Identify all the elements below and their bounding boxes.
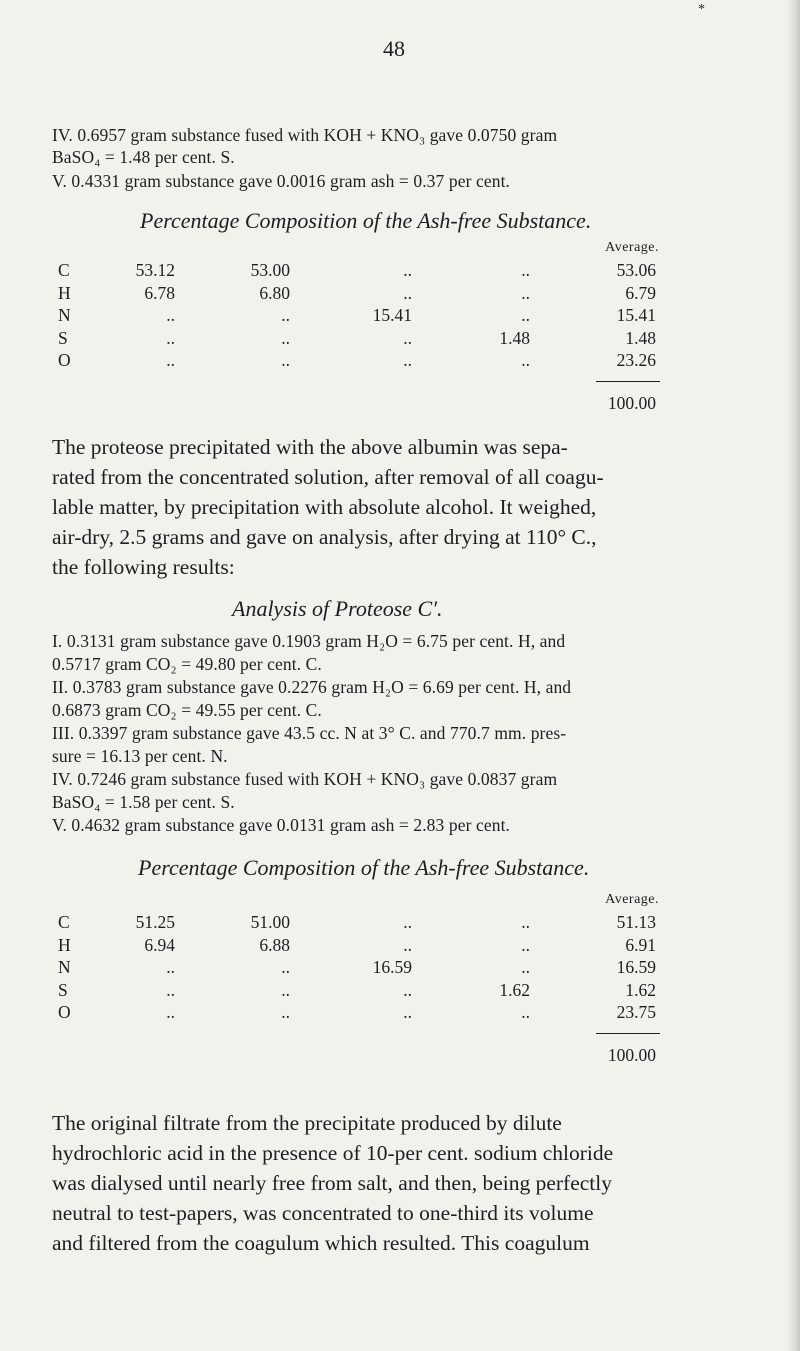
table-cell: .. xyxy=(166,957,175,977)
table-cell: .. xyxy=(521,957,530,977)
table-cell: .. xyxy=(166,305,175,325)
element-label: S xyxy=(58,327,68,348)
top-line: BaSO₄ = 1.48 per cent. S. xyxy=(52,147,235,167)
page-edge-shadow xyxy=(786,0,800,1351)
average-value: 6.91 xyxy=(625,934,656,955)
corner-mark: * xyxy=(698,2,705,17)
paragraph-line: The proteose precipitated with the above albumin was sepa- xyxy=(52,435,568,459)
paragraph-line: lable matter, by precipitation with absolute alcohol. It weighed, xyxy=(52,495,597,519)
table-cell: .. xyxy=(166,979,175,1000)
table-cell: .. xyxy=(521,350,530,370)
table-cell: .. xyxy=(521,260,530,280)
table-cell: 6.94 xyxy=(144,934,175,955)
table-cell: .. xyxy=(403,912,412,932)
element-label: O xyxy=(58,1002,71,1022)
average-value: 15.41 xyxy=(616,305,656,325)
table-cell: 53.12 xyxy=(135,260,175,280)
table-cell: .. xyxy=(166,350,175,370)
element-label: H xyxy=(58,934,71,955)
table-cell: .. xyxy=(281,1002,290,1022)
analysis-line: III. 0.3397 gram substance gave 43.5 cc. N at 3° C. and 770.7 mm. pres- xyxy=(52,723,567,743)
table-cell: 6.88 xyxy=(259,934,290,955)
paragraph-line: and filtered from the coagulum which resulted. This coagulum xyxy=(52,1231,590,1255)
analysis-line: BaSO₄ = 1.58 per cent. S. xyxy=(52,792,235,812)
table-cell: .. xyxy=(281,979,290,1000)
paragraph-line: the following results: xyxy=(52,555,235,579)
table-cell: .. xyxy=(521,305,530,325)
average-value: 51.13 xyxy=(616,912,656,932)
paragraph-line: The original filtrate from the precipitate produced by dilute xyxy=(52,1111,562,1135)
analysis-line: II. 0.3783 gram substance gave 0.2276 gram H₂O = 6.69 per cent. H, and xyxy=(52,677,572,697)
analysis-line: 0.5717 gram CO₂ = 49.80 per cent. C. xyxy=(52,654,322,674)
table-cell: .. xyxy=(281,327,290,348)
paragraph-line: air-dry, 2.5 grams and gave on analysis, after drying at 110° C., xyxy=(52,525,597,549)
table-cell: .. xyxy=(166,1002,175,1022)
element-label: N xyxy=(58,305,71,325)
element-label: N xyxy=(58,957,71,977)
analysis-line: 0.6873 gram CO₂ = 49.55 per cent. C. xyxy=(52,700,322,720)
paragraph-line: hydrochloric acid in the presence of 10-per cent. sodium chloride xyxy=(52,1141,614,1165)
table1-title: Percentage Composition of the Ash-free Substance. xyxy=(140,208,592,233)
analysis-heading: Analysis of Proteose C′. xyxy=(232,596,443,621)
table-cell: 51.25 xyxy=(135,912,175,932)
page-number: 48 xyxy=(383,36,405,61)
element-label: C xyxy=(58,260,70,280)
table-cell: .. xyxy=(403,979,412,1000)
total-rule xyxy=(596,1033,660,1034)
table-cell: 6.80 xyxy=(259,282,290,303)
element-label: C xyxy=(58,912,70,932)
top-line: IV. 0.6957 gram substance fused with KOH + KNO₃ gave 0.0750 gram xyxy=(52,125,558,145)
table-cell: .. xyxy=(403,934,412,955)
table-cell: .. xyxy=(521,912,530,932)
average-column-header: Average. xyxy=(605,892,659,907)
paragraph-line: neutral to test-papers, was concentrated to one-third its volume xyxy=(52,1201,594,1225)
table-cell: .. xyxy=(403,260,412,280)
average-value: 1.48 xyxy=(625,327,656,348)
table-cell: 16.59 xyxy=(372,957,412,977)
average-value: 23.75 xyxy=(616,1002,656,1022)
table-cell: 1.48 xyxy=(499,327,530,348)
average-value: 53.06 xyxy=(616,260,656,280)
total-value: 100.00 xyxy=(607,392,656,413)
table-cell: 15.41 xyxy=(372,305,412,325)
table-cell: .. xyxy=(521,282,530,303)
table-cell: .. xyxy=(281,957,290,977)
average-column-header: Average. xyxy=(605,240,659,255)
analysis-line: V. 0.4632 gram substance gave 0.0131 gram ash = 2.83 per cent. xyxy=(52,815,511,835)
table-cell: .. xyxy=(403,282,412,303)
table-cell: 6.78 xyxy=(144,282,175,303)
element-label: S xyxy=(58,979,68,1000)
paragraph-line: rated from the concentrated solution, after removal of all coagu- xyxy=(52,465,604,489)
table-cell: .. xyxy=(521,1002,530,1022)
paragraph-line: was dialysed until nearly free from salt, and then, being perfectly xyxy=(52,1171,612,1195)
table-cell: .. xyxy=(281,305,290,325)
analysis-line: I. 0.3131 gram substance gave 0.1903 gram H₂O = 6.75 per cent. H, and xyxy=(52,631,566,651)
table-cell: .. xyxy=(403,327,412,348)
average-value: 1.62 xyxy=(625,979,656,1000)
table-cell: .. xyxy=(403,350,412,370)
average-value: 16.59 xyxy=(616,957,656,977)
top-line: V. 0.4331 gram substance gave 0.0016 gram ash = 0.37 per cent. xyxy=(52,171,511,191)
element-label: H xyxy=(58,282,71,303)
table-cell: .. xyxy=(281,350,290,370)
table-cell: .. xyxy=(403,1002,412,1022)
average-value: 6.79 xyxy=(625,282,656,303)
total-value: 100.00 xyxy=(607,1044,656,1065)
analysis-line: IV. 0.7246 gram substance fused with KOH + KNO₃ gave 0.0837 gram xyxy=(52,769,558,789)
table-cell: 53.00 xyxy=(250,260,290,280)
table-cell: .. xyxy=(166,327,175,348)
table-cell: .. xyxy=(521,934,530,955)
table2-title: Percentage Composition of the Ash-free Substance. xyxy=(138,855,590,880)
element-label: O xyxy=(58,350,71,370)
analysis-line: sure = 16.13 per cent. N. xyxy=(52,746,228,766)
table-cell: 1.62 xyxy=(499,979,530,1000)
total-rule xyxy=(596,381,660,382)
average-value: 23.26 xyxy=(616,350,656,370)
table-cell: 51.00 xyxy=(250,912,290,932)
